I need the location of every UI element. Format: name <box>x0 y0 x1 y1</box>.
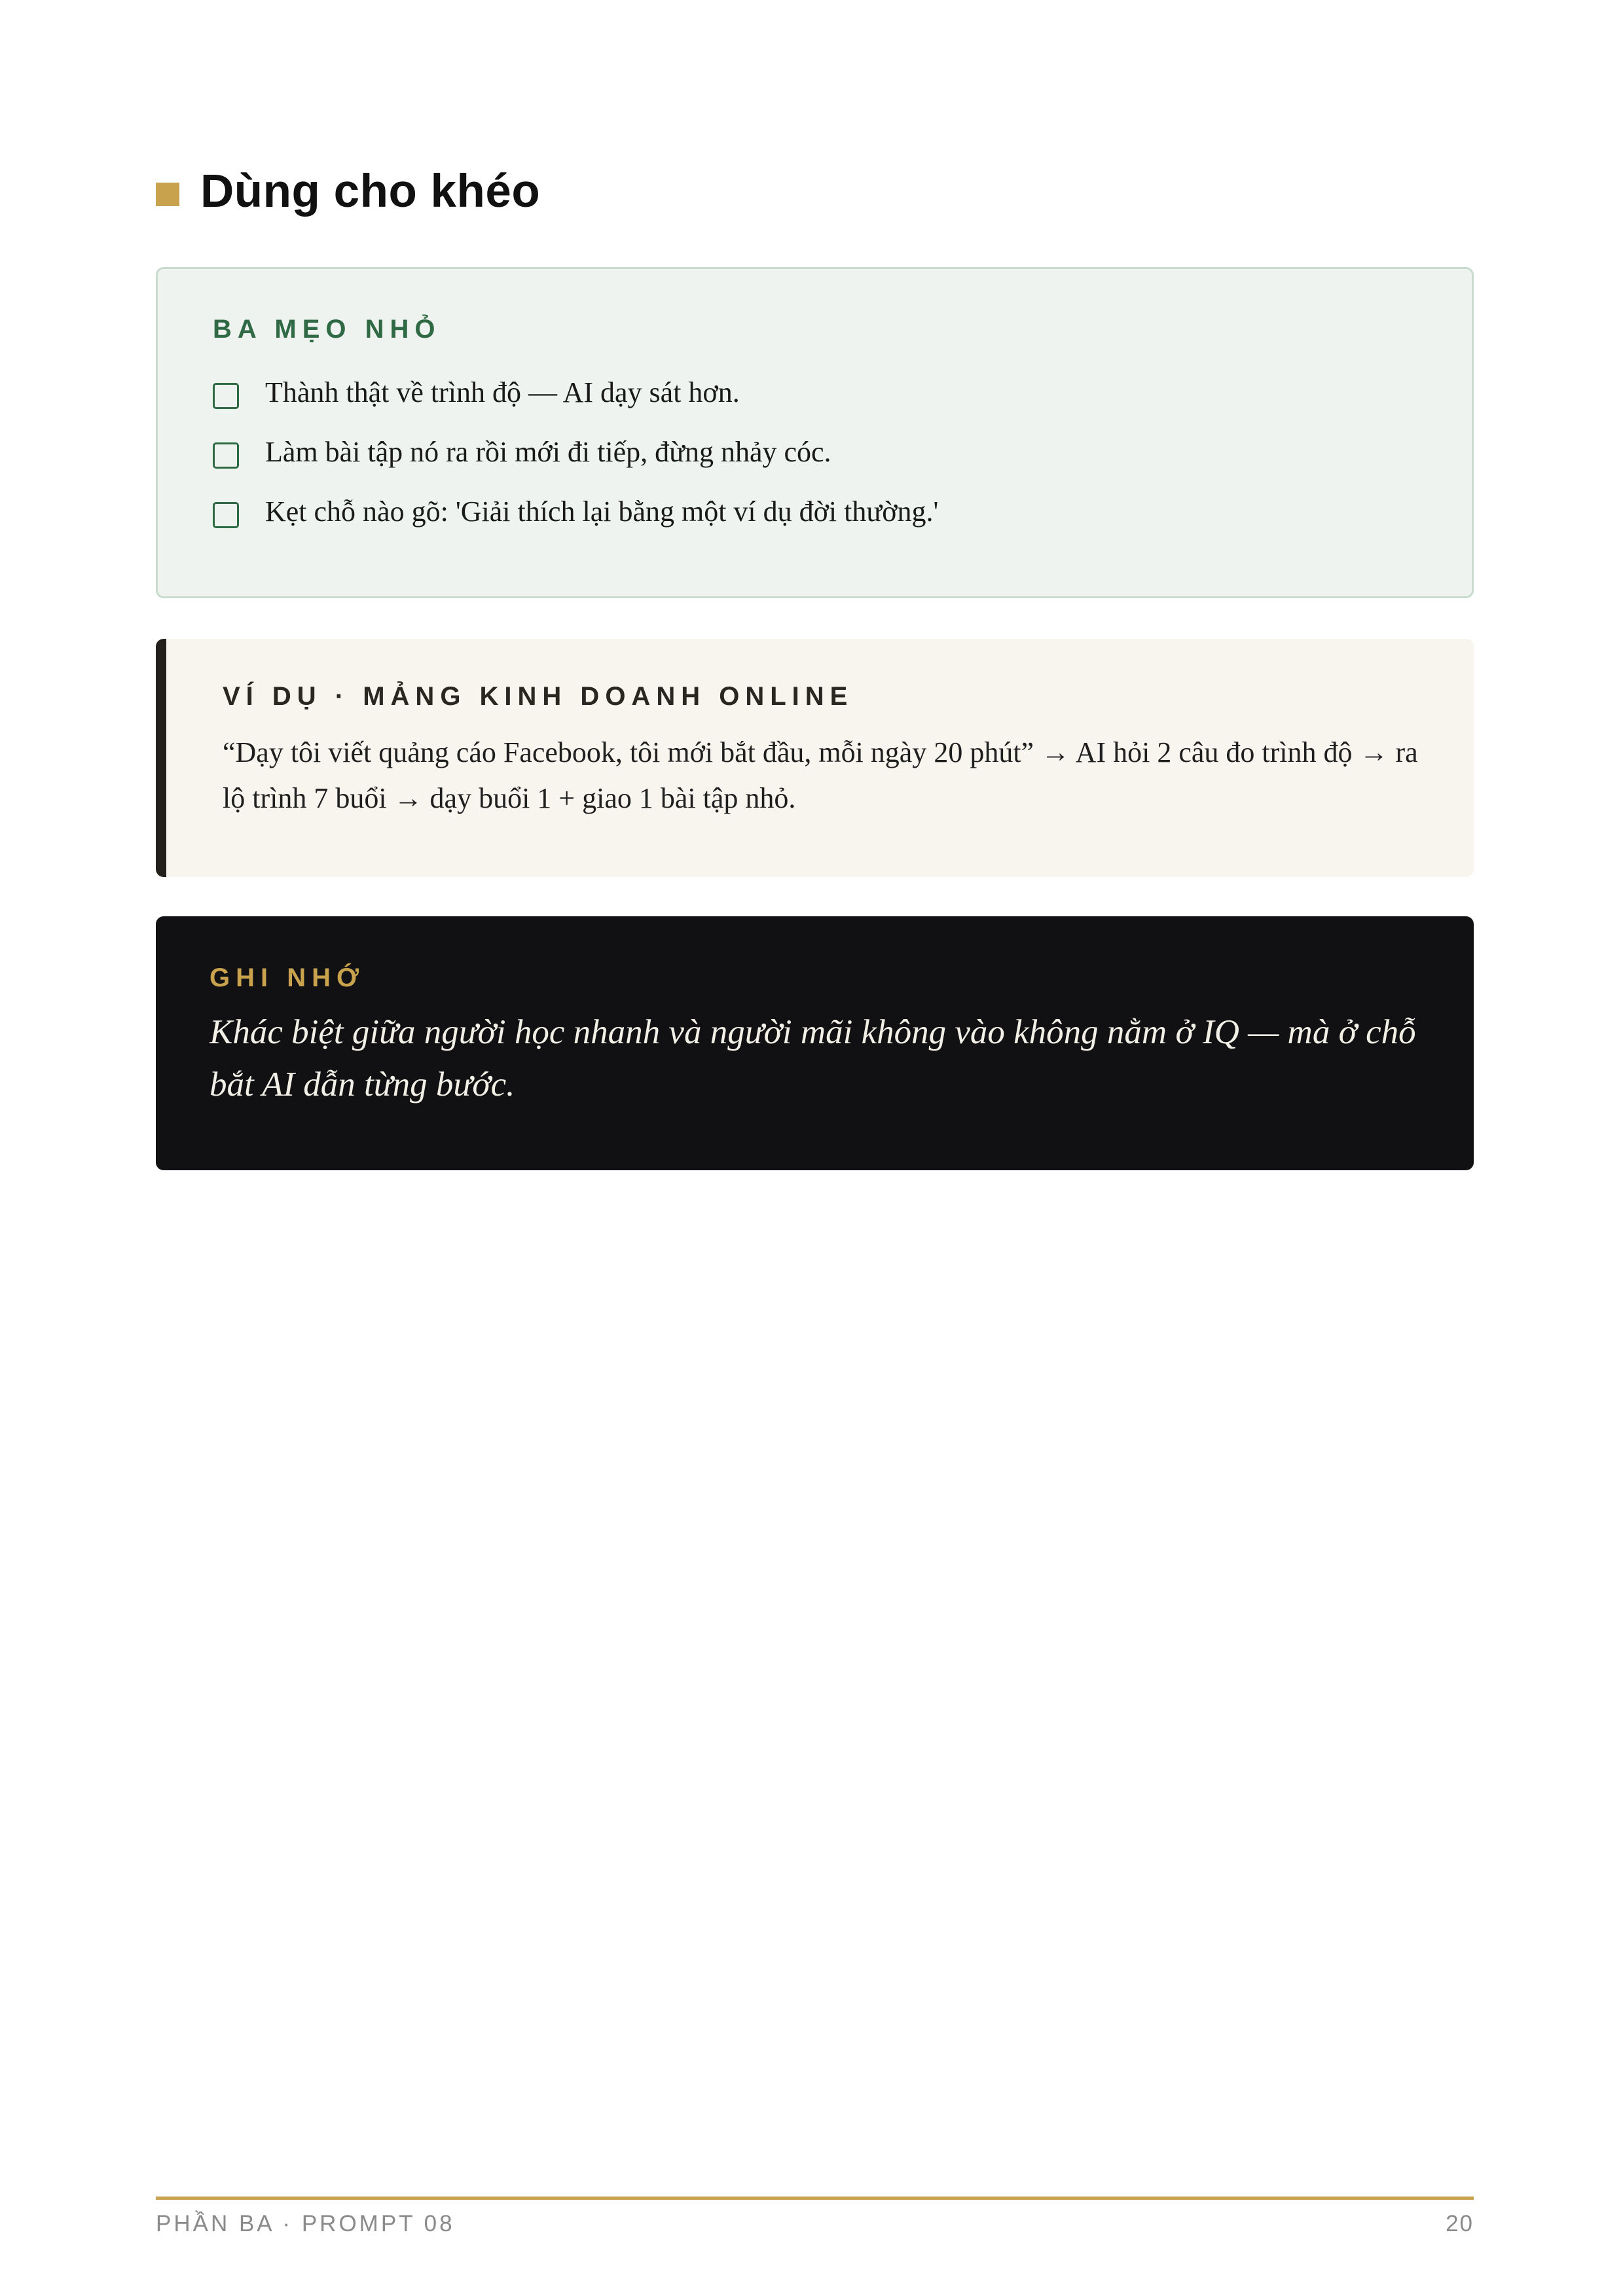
checkbox-icon <box>213 502 239 528</box>
tip-text: Kẹt chỗ nào gõ: 'Giải thích lại bằng một ví dụ đời thường.' <box>265 495 939 528</box>
page-number: 20 <box>1446 2211 1474 2236</box>
checkbox-icon <box>213 383 239 409</box>
checkbox-icon <box>213 442 239 469</box>
tips-label: BA MẸO NHỎ <box>213 315 441 344</box>
tips-callout <box>156 267 1474 598</box>
example-body: “Dạy tôi viết quảng cáo Facebook, tôi mới bắt đầu, mỗi ngày 20 phút” → AI hỏi 2 câu đo trình độ → ra lộ trình 7 buổi → dạy buổi 1 + giao 1 bài tập nhỏ. <box>223 736 1418 814</box>
memo-callout <box>156 916 1474 1170</box>
tips-list <box>213 363 1472 541</box>
tip-item <box>213 363 1472 422</box>
memo-label: GHI NHỚ <box>210 963 365 992</box>
footer-section-label: PHẦN BA · PROMPT 08 <box>156 2211 455 2236</box>
section-title: Dùng cho khéo <box>200 166 541 217</box>
heading-square-icon <box>156 183 179 206</box>
section-heading <box>156 165 540 218</box>
example-callout <box>156 639 1474 877</box>
tip-item <box>213 482 1472 541</box>
tip-item <box>213 422 1472 482</box>
footer-divider <box>156 2197 1474 2200</box>
example-label: VÍ DỤ · MẢNG KINH DOANH ONLINE <box>223 682 854 711</box>
tip-text: Làm bài tập nó ra rồi mới đi tiếp, đừng nhảy cóc. <box>265 436 831 468</box>
tip-text: Thành thật về trình độ — AI dạy sát hơn. <box>265 376 740 408</box>
memo-body: Khác biệt giữa người học nhanh và người mãi không vào không nằm ở IQ — mà ở chỗ bắt AI dẫn từng bước. <box>210 1013 1416 1103</box>
